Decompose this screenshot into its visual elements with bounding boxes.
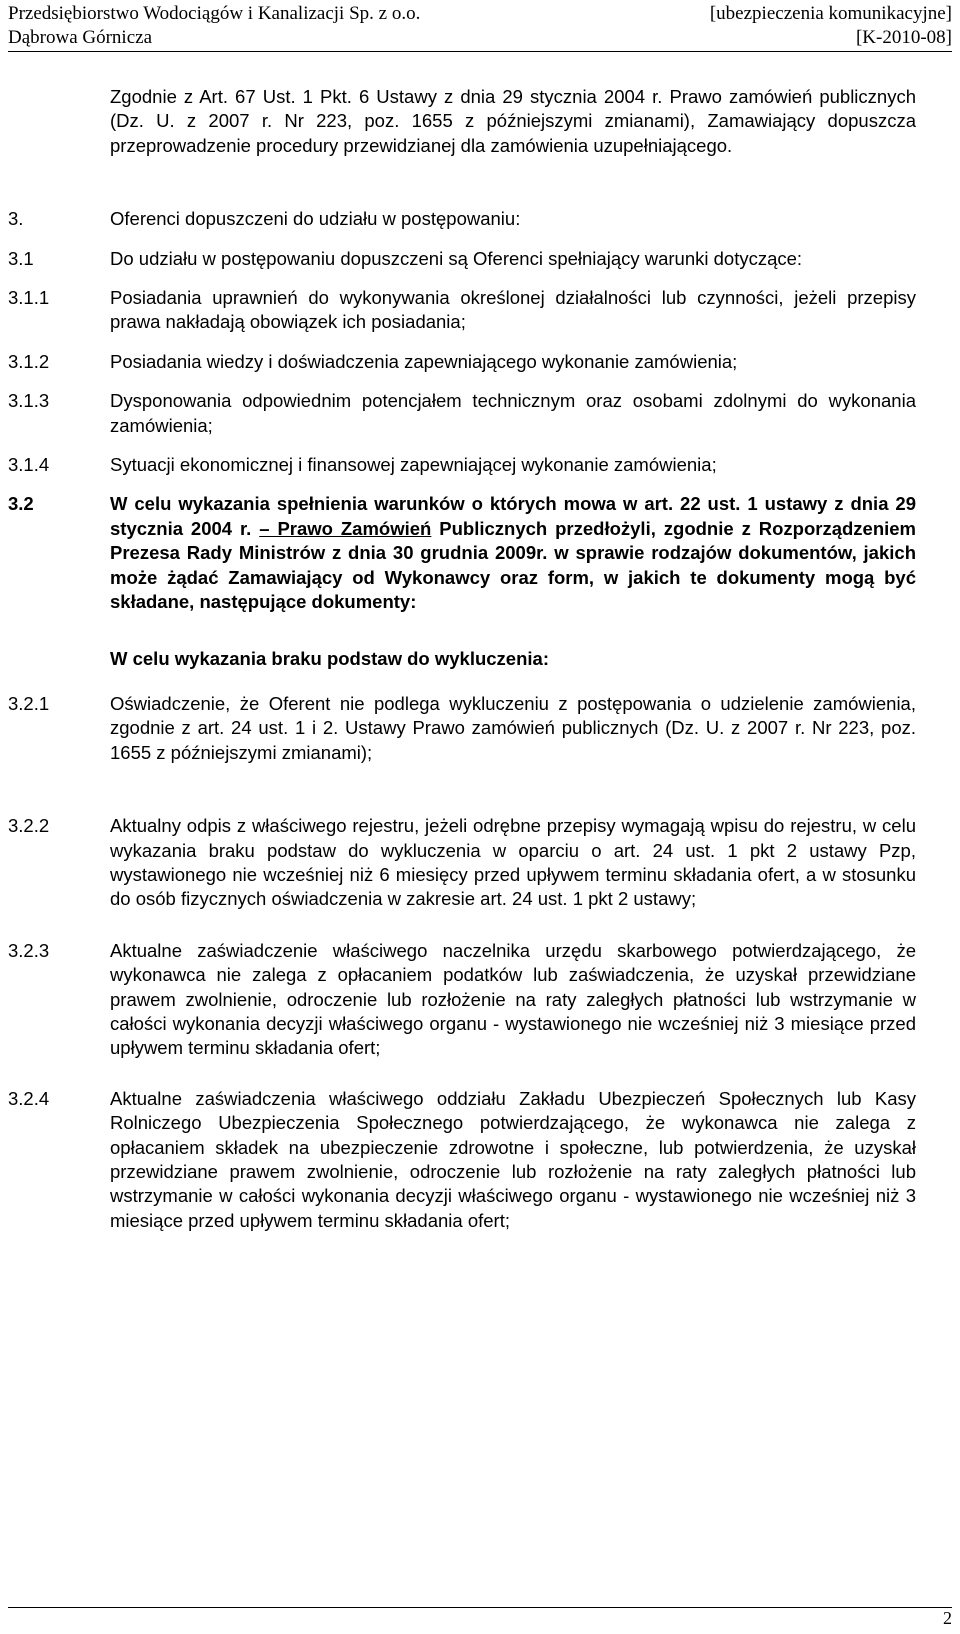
section-3-1-2-text: Posiadania wiedzy i doświadczenia zapewniającego wykonanie zamówienia;: [110, 350, 738, 372]
section-3-2-text-b: – Prawo Zamówień: [259, 517, 432, 539]
page-number: 2: [943, 1608, 952, 1628]
section-3-1-1-number: 3.1.1: [8, 287, 50, 309]
section-3-2-2: [8, 814, 916, 912]
page-footer: [8, 1607, 952, 1628]
section-3-1-text: Do udziału w postępowaniu dopuszczeni są Oferenci spełniający warunki dotyczące:: [110, 247, 803, 269]
header-company: Przedsiębiorstwo Wodociągów i Kanalizacji Sp. z o.o.: [8, 3, 421, 24]
section-3-2-3: [8, 939, 916, 1061]
section-3-2-3-number: 3.2.3: [8, 939, 50, 961]
section-3-2-4-text: Aktualne zaświadczenia właściwego oddziału Zakładu Ubezpieczeń Społecznych lub Kasy Rolniczego Ubezpieczenia Społecznego potwierdzającego, że wykonawca nie zalega z opłacaniem składek na ubezpieczenie zdrowotne i społeczne, lub potwierdzenia, że uzyskał przewidziane prawem zwolnienie, odroczenie lub rozłożenie na raty zaległych płatności lub wstrzymanie w całości wykonania decyzji właściwego organu - wystawionego nie wcześniej niż 3 miesiące przed upływem terminu składania ofert;: [110, 1087, 916, 1231]
section-3-1-4: [8, 453, 916, 477]
section-3-2-text: [110, 492, 916, 614]
section-3-1-2-number: 3.1.2: [8, 350, 50, 372]
section-3-2-text-c: Publicznych przedłożyli, zgodnie z Rozporządzeniem Prezesa Rady Ministrów z dnia 30 grudnia 2009r. w sprawie rodzajów dokumentów, jakich może żądać Zamawiający od Wykonawcy oraz form, w jakich te dokumenty mogą być składane, następujące dokumenty:: [110, 517, 917, 613]
exclusion-heading: W celu wykazania braku podstaw do wykluczenia:: [110, 647, 549, 669]
section-3-2-4-number: 3.2.4: [8, 1087, 50, 1109]
section-3-1-1: [8, 286, 916, 335]
header-topic: [ubezpieczenia komunikacyjne]: [709, 3, 952, 24]
header-code: [K-2010-08]: [855, 27, 952, 48]
header-row-2: [8, 26, 952, 50]
section-3: [8, 207, 916, 231]
section-3-1-4-number: 3.1.4: [8, 454, 50, 476]
header-row-1: [8, 2, 952, 26]
page-header: [8, 2, 952, 52]
section-3-1-2: [8, 350, 916, 374]
document-body: [8, 85, 917, 1233]
section-3-2-1-text: Oświadczenie, że Oferent nie podlega wykluczeniu z postępowania o udzielenie zamówienia, zgodnie z art. 24 ust. 1 i 2. Ustawy Prawo zamówień publicznych (Dz. U. z 2007 r. Nr 223, poz. 1655 z późniejszymi zmianami);: [110, 692, 916, 763]
section-3-number: 3.: [8, 208, 24, 230]
intro-paragraph: Zgodnie z Art. 67 Ust. 1 Pkt. 6 Ustawy z dnia 29 stycznia 2004 r. Prawo zamówień publicznych (Dz. U. z 2007 r. Nr 223, poz. 1655 z późniejszymi zmianami), Zamawiający dopuszcza przeprowadzenie procedury przewidzianej dla zamówienia uzupełniającego.: [110, 86, 916, 156]
section-3-2-number: 3.2: [8, 493, 34, 515]
section-3-2-3-text: Aktualne zaświadczenie właściwego naczelnika urzędu skarbowego potwierdzającego, że wykonawca nie zalega z opłacaniem podatków lub zaświadczenia, że uzyskał przewidziane prawem zwolnienie, odroczenie lub rozłożenie na raty zaległych płatności lub wstrzymanie w całości wykonania decyzji właściwego organu - wystawionego nie wcześniej niż 3 miesiące przed upływem terminu składania ofert;: [110, 939, 916, 1059]
section-3-1-4-text: Sytuacji ekonomicznej i finansowej zapewniającej wykonanie zamówienia;: [110, 454, 717, 476]
section-3-2-1: [8, 692, 916, 765]
section-3-2-1-number: 3.2.1: [8, 692, 50, 714]
section-3-2-4: [8, 1087, 916, 1233]
section-3-1: [8, 247, 916, 271]
section-3-1-number: 3.1: [8, 247, 34, 269]
section-3-1-3-text: Dysponowania odpowiednim potencjałem technicznym oraz osobami zdolnymi do wykonania zamówienia;: [110, 390, 916, 436]
section-3-1-1-text: Posiadania uprawnień do wykonywania określonej działalności lub czynności, jeżeli przepisy prawa nakładają obowiązek ich posiadania;: [110, 287, 916, 333]
header-city: Dąbrowa Górnicza: [8, 27, 153, 48]
section-3-2-2-text: Aktualny odpis z właściwego rejestru, jeżeli odrębne przepisy wymagają wpisu do rejestru, w celu wykazania braku podstaw do wykluczenia w oparciu o art. 24 ust. 1 pkt 2 ustawy Pzp, wystawionego nie wcześniej niż 6 miesięcy przed upływem terminu składania ofert, a w stosunku do osób fizycznych oświadczenia w zakresie art. 24 ust. 1 pkt 2 ustawy;: [110, 815, 916, 910]
section-3-2: [8, 492, 917, 614]
section-3-title: Oferenci dopuszczeni do udziału w postępowaniu:: [110, 208, 521, 230]
section-3-2-2-number: 3.2.2: [8, 815, 50, 837]
section-3-1-3-number: 3.1.3: [8, 390, 50, 412]
header-rule: [8, 51, 952, 52]
section-3-1-3: [8, 389, 916, 438]
section-3-2-text-a: W celu wykazania spełnienia warunków o których mowa w art. 22 ust. 1 ustawy z dnia 29 stycznia 2004 r.: [110, 493, 916, 539]
